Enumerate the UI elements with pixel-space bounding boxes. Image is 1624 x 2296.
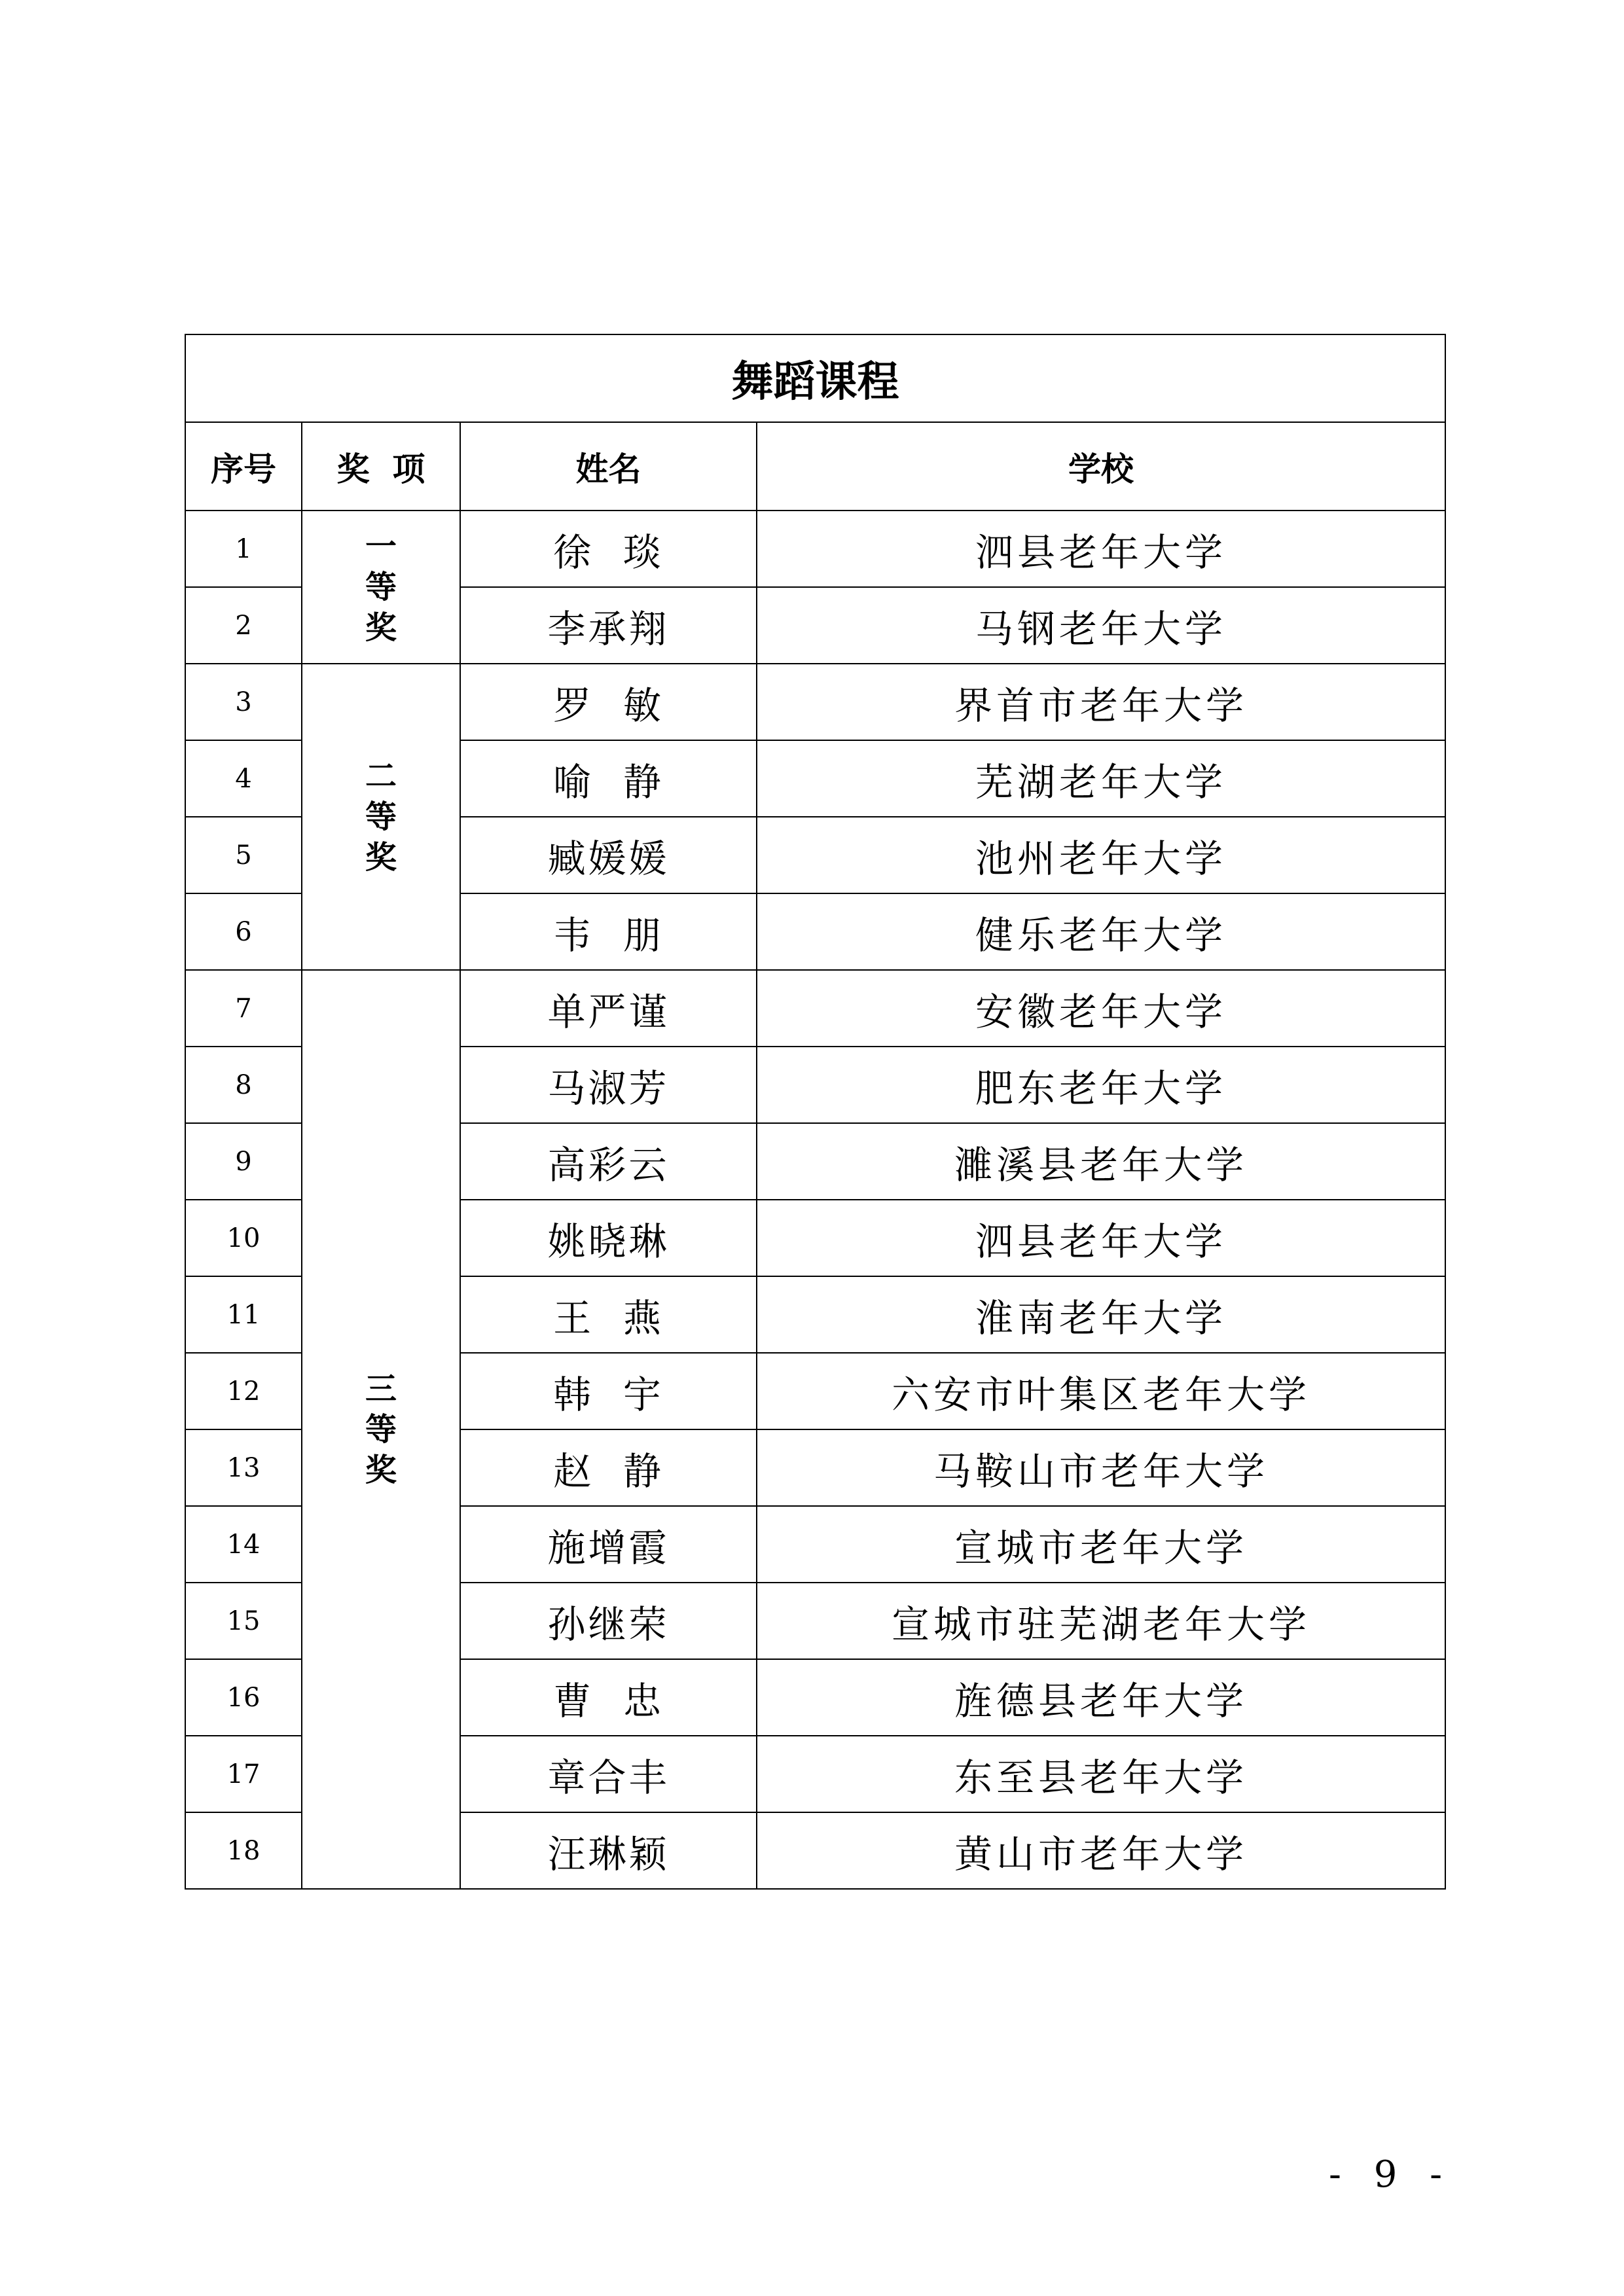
title-row (185, 334, 1445, 422)
award-table-body (185, 334, 1445, 1889)
table-row (185, 970, 1445, 1047)
school-name: 濉溪县老年大学 (757, 1123, 1445, 1200)
header-name: 姓名 (460, 422, 757, 511)
school-name: 马钢老年大学 (757, 587, 1445, 664)
row-number: 5 (185, 817, 302, 893)
row-number: 13 (185, 1429, 302, 1506)
award-table (185, 334, 1446, 1890)
page-number: - 9 - (1329, 2153, 1453, 2196)
person-name: 赵 静 (460, 1429, 757, 1506)
person-name: 韩 宇 (460, 1353, 757, 1429)
table-row (185, 664, 1445, 740)
row-number: 17 (185, 1736, 302, 1812)
award-level-label: 三等奖 (365, 1371, 397, 1488)
school-name: 泗县老年大学 (757, 511, 1445, 587)
school-name: 泗县老年大学 (757, 1200, 1445, 1276)
person-name: 喻 静 (460, 740, 757, 817)
person-name: 韦 朋 (460, 893, 757, 970)
header-row (185, 422, 1445, 511)
row-number: 2 (185, 587, 302, 664)
row-number: 11 (185, 1276, 302, 1353)
person-name: 曹 忠 (460, 1659, 757, 1736)
school-name: 芜湖老年大学 (757, 740, 1445, 817)
person-name: 姚晓琳 (460, 1200, 757, 1276)
row-number: 18 (185, 1812, 302, 1889)
award-level-cell (302, 664, 460, 970)
school-name: 马鞍山市老年大学 (757, 1429, 1445, 1506)
school-name: 界首市老年大学 (757, 664, 1445, 740)
header-school: 学校 (757, 422, 1445, 511)
school-name: 旌德县老年大学 (757, 1659, 1445, 1736)
award-level-cell (302, 511, 460, 664)
table-row (185, 511, 1445, 587)
school-name: 东至县老年大学 (757, 1736, 1445, 1812)
school-name: 黄山市老年大学 (757, 1812, 1445, 1889)
person-name: 汪琳颖 (460, 1812, 757, 1889)
award-level-label: 二等奖 (365, 758, 397, 876)
school-name: 六安市叶集区老年大学 (757, 1353, 1445, 1429)
row-number: 15 (185, 1583, 302, 1659)
school-name: 肥东老年大学 (757, 1047, 1445, 1123)
award-level-cell (302, 970, 460, 1889)
person-name: 马淑芳 (460, 1047, 757, 1123)
person-name: 李承翔 (460, 587, 757, 664)
school-name: 淮南老年大学 (757, 1276, 1445, 1353)
row-number: 8 (185, 1047, 302, 1123)
person-name: 罗 敏 (460, 664, 757, 740)
school-name: 宣城市老年大学 (757, 1506, 1445, 1583)
person-name: 高彩云 (460, 1123, 757, 1200)
row-number: 14 (185, 1506, 302, 1583)
person-name: 王 燕 (460, 1276, 757, 1353)
header-award: 奖 项 (302, 422, 460, 511)
person-name: 孙继荣 (460, 1583, 757, 1659)
school-name: 安徽老年大学 (757, 970, 1445, 1047)
row-number: 6 (185, 893, 302, 970)
row-number: 16 (185, 1659, 302, 1736)
header-no: 序号 (185, 422, 302, 511)
school-name: 宣城市驻芜湖老年大学 (757, 1583, 1445, 1659)
row-number: 9 (185, 1123, 302, 1200)
award-level-label: 一等奖 (365, 528, 397, 646)
table-title: 舞蹈课程 (185, 334, 1445, 422)
school-name: 池州老年大学 (757, 817, 1445, 893)
row-number: 3 (185, 664, 302, 740)
person-name: 徐 琰 (460, 511, 757, 587)
row-number: 1 (185, 511, 302, 587)
row-number: 4 (185, 740, 302, 817)
person-name: 单严谨 (460, 970, 757, 1047)
person-name: 臧媛媛 (460, 817, 757, 893)
row-number: 7 (185, 970, 302, 1047)
row-number: 12 (185, 1353, 302, 1429)
person-name: 施增霞 (460, 1506, 757, 1583)
school-name: 健乐老年大学 (757, 893, 1445, 970)
row-number: 10 (185, 1200, 302, 1276)
person-name: 章合丰 (460, 1736, 757, 1812)
